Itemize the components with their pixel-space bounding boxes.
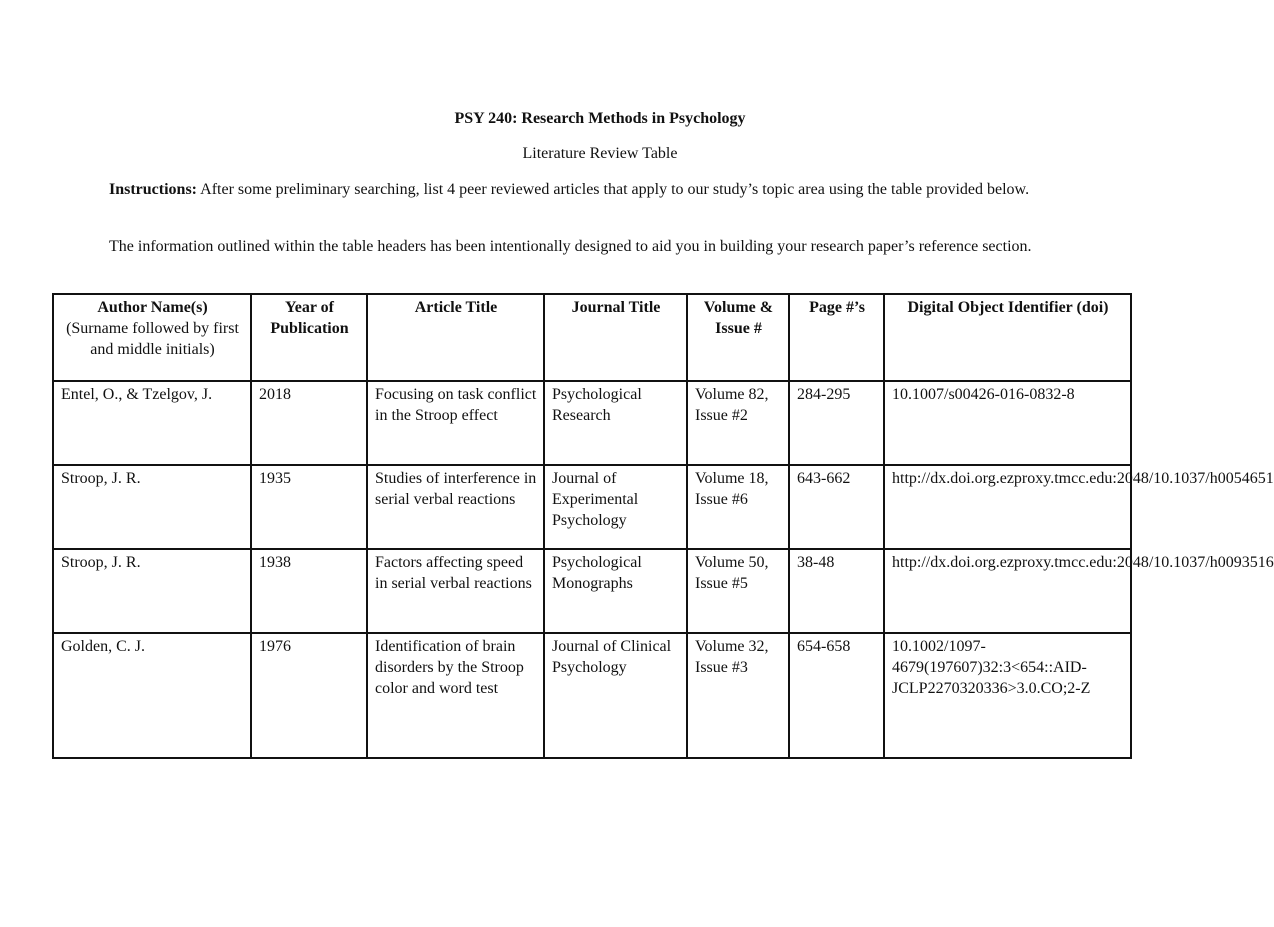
document-subtitle: Literature Review Table (522, 145, 678, 162)
cell-article: Studies of interference in serial verbal reactions (367, 465, 544, 549)
table-row (53, 549, 1131, 633)
table-row (53, 633, 1131, 758)
cell-volume: Volume 82, Issue #2 (687, 381, 789, 465)
instructions-text: After some preliminary searching, list 4 peer reviewed articles that apply to our study’s topic area using the table provided below. (197, 181, 1030, 198)
cell-journal: Journal of Experimental Psychology (544, 465, 687, 549)
cell-pages: 284-295 (789, 381, 884, 465)
cell-author: Entel, O., & Tzelgov, J. (53, 381, 251, 465)
cell-year: 1935 (251, 465, 367, 549)
document-title: PSY 240: Research Methods in Psychology (454, 110, 746, 127)
table-header-row (53, 294, 1131, 381)
instructions-label: Instructions: (109, 181, 198, 198)
cell-doi: http://dx.doi.org.ezproxy.tmcc.edu:2048/10.1037/h0093516 (884, 549, 1131, 633)
cell-author: Golden, C. J. (53, 633, 251, 758)
cell-author: Stroop, J. R. (53, 465, 251, 549)
literature-review-table (52, 293, 1274, 759)
table-row (53, 381, 1131, 465)
cell-doi: 10.1002/1097-4679(197607)32:3<654::AID-JCLP2270320336>3.0.CO;2-Z (884, 633, 1131, 758)
table-row (53, 465, 1131, 549)
cell-article: Identification of brain disorders by the Stroop color and word test (367, 633, 544, 758)
cell-year: 1976 (251, 633, 367, 758)
cell-pages: 654-658 (789, 633, 884, 758)
cell-volume: Volume 18, Issue #6 (687, 465, 789, 549)
cell-volume: Volume 32, Issue #3 (687, 633, 789, 758)
cell-journal: Journal of Clinical Psychology (544, 633, 687, 758)
header-volume: Volume & Issue # (687, 294, 789, 381)
header-author-label: Author Name(s) (97, 299, 208, 316)
header-author-note: (Surname followed by first and middle initials) (66, 320, 239, 358)
cell-pages: 643-662 (789, 465, 884, 549)
info-paragraph: The information outlined within the table headers has been intentionally designed to aid you in building your research paper’s reference section. (109, 238, 1032, 255)
cell-pages: 38-48 (789, 549, 884, 633)
cell-year: 1938 (251, 549, 367, 633)
cell-year: 2018 (251, 381, 367, 465)
header-year: Year of Publication (251, 294, 367, 381)
cell-author: Stroop, J. R. (53, 549, 251, 633)
cell-journal: Psychological Research (544, 381, 687, 465)
instructions-paragraph (109, 178, 1054, 201)
cell-doi: http://dx.doi.org.ezproxy.tmcc.edu:2048/10.1037/h0054651 (884, 465, 1131, 549)
header-author (53, 294, 251, 381)
header-article: Article Title (367, 294, 544, 381)
cell-article: Focusing on task conflict in the Stroop effect (367, 381, 544, 465)
cell-journal: Psychological Monographs (544, 549, 687, 633)
header-pages: Page #’s (789, 294, 884, 381)
cell-article: Factors affecting speed in serial verbal reactions (367, 549, 544, 633)
cell-volume: Volume 50, Issue #5 (687, 549, 789, 633)
header-journal: Journal Title (544, 294, 687, 381)
cell-doi: 10.1007/s00426-016-0832-8 (884, 381, 1131, 465)
header-doi: Digital Object Identifier (doi) (884, 294, 1131, 381)
